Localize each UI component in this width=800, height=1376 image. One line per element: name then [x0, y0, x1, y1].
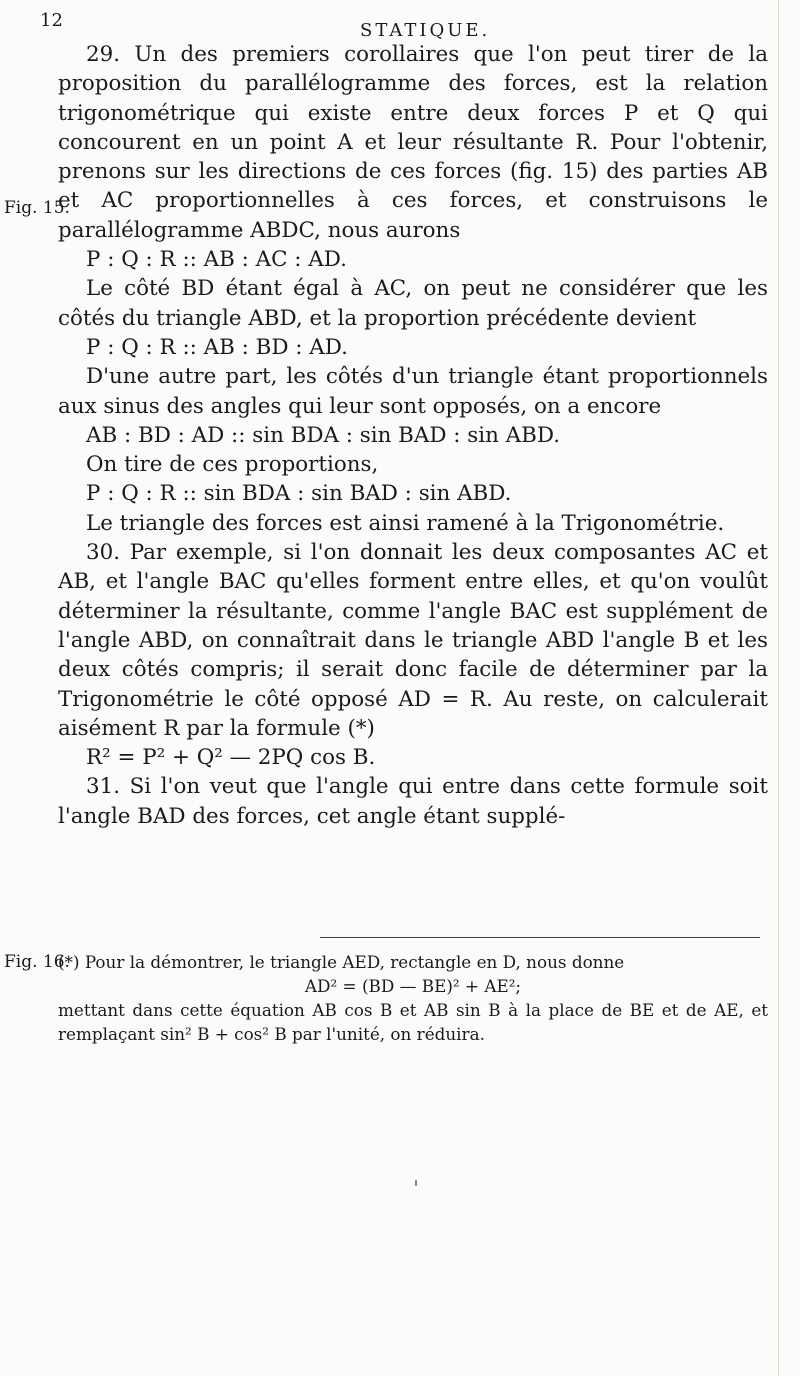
- margin-note-fig15: Fig. 15.: [4, 198, 70, 218]
- formula-forces-sides: P : Q : R :: AB : AC : AD.: [86, 247, 347, 273]
- footnote-rule: [320, 937, 760, 938]
- page-number: 12: [40, 10, 63, 31]
- formula-forces-sines: P : Q : R :: sin BDA : sin BAD : sin ABD.: [86, 481, 512, 507]
- footnote-line-2: mettant dans cette équation AB cos B et AB sin B à la place de BE et de AE, et remplaçant sin² B + cos² B par l'unité, on réduira.: [58, 1000, 768, 1044]
- main-text: [58, 40, 768, 831]
- formula-resultant: R² = P² + Q² — 2PQ cos B.: [86, 745, 376, 771]
- formula-sides-sines: AB : BD : AD :: sin BDA : sin BAD : sin ABD.: [86, 422, 561, 448]
- footnote-formula: AD² = (BD — BE)² + AE²;: [304, 976, 522, 996]
- paragraph-31: 31. Si l'on veut que l'angle qui entre dans cette formule soit l'angle BAD des forces, cet angle étant supplé-: [58, 774, 768, 829]
- paragraph-30: 30. Par exemple, si l'on donnait les deux composantes AC et AB, et l'angle BAC qu'elles forment entre elles, et qu'on voulût déterminer la résultante, comme l'angle BAC est supplément de l'angle ABD, on connaîtrait dans le triangle ABD l'angle B et les deux côtés compris; il serait donc facile de déterminer par la Trigonométrie le côté opposé AD = R. Au reste, on calculerait aisément R par la formule (*): [58, 540, 768, 741]
- paragraph-side-bd: Le côté BD étant égal à AC, on peut ne considérer que les côtés du triangle ABD, et la proportion précédente devient: [58, 276, 768, 331]
- paragraph-29: 29. Un des premiers corollaires que l'on peut tirer de la proposition du parallélogramme des forces, est la relation trigonométrique qui existe entre deux forces P et Q qui concourent en un point A et leur résultante R. Pour l'obtenir, prenons sur les directions de ces forces (fig. 15) des parties AB et AC proportionnelles à ces forces, et construisons le parallélogramme ABDC, nous aurons: [58, 42, 768, 243]
- footnote: [58, 950, 768, 1046]
- footnote-line-1: (*) Pour la démontrer, le triangle AED, rectangle en D, nous donne: [58, 952, 625, 972]
- paragraph-trigonometry: Le triangle des forces est ainsi ramené à la Trigonométrie.: [86, 510, 725, 536]
- print-speck: [415, 1180, 417, 1186]
- paragraph-tire: On tire de ces proportions,: [86, 452, 379, 478]
- margin-note-fig16: Fig. 16.: [4, 952, 70, 972]
- page-edge-rule: [778, 0, 779, 1376]
- running-head: STATIQUE.: [360, 20, 491, 41]
- formula-triangle-sides: P : Q : R :: AB : BD : AD.: [86, 334, 348, 360]
- paragraph-sines: D'une autre part, les côtés d'un triangle étant proportionnels aux sinus des angles qui leur sont opposés, on a encore: [58, 364, 768, 419]
